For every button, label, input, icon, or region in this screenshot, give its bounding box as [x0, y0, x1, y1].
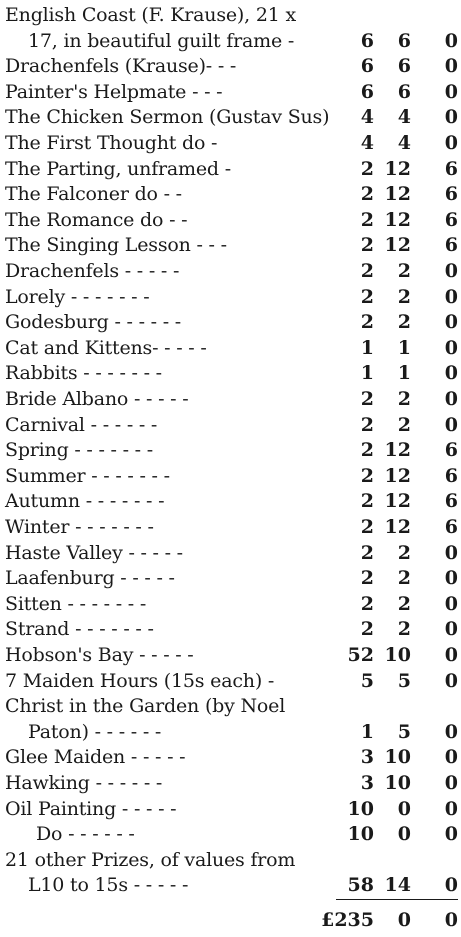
prize-description: Hawking - - - - - -	[5, 772, 163, 794]
prize-pounds: 2	[360, 311, 374, 334]
prize-row	[0, 309, 461, 335]
prize-row	[0, 258, 461, 284]
prize-pence: 0	[444, 132, 458, 154]
prize-row	[0, 821, 461, 847]
prize-pence: 0	[444, 669, 458, 692]
prize-shillings: 2	[397, 285, 411, 308]
prize-description: Drachenfels - - - - -	[5, 260, 180, 282]
prize-shillings: 10	[384, 644, 411, 666]
prize-shillings: 1	[397, 362, 411, 385]
prize-pence: 0	[444, 413, 458, 436]
prize-shillings: 12	[384, 234, 411, 257]
prize-pounds: 10	[347, 823, 374, 846]
prize-shillings: 2	[397, 567, 411, 590]
prize-pence: 6	[444, 208, 458, 231]
prize-row	[0, 514, 461, 540]
prize-row	[0, 360, 461, 386]
prize-pence: 0	[444, 823, 458, 846]
prize-shillings: 12	[384, 183, 411, 206]
prize-row	[0, 412, 461, 438]
prize-pence: 0	[444, 874, 458, 897]
prize-shillings: 6	[397, 80, 411, 103]
prize-description: Glee Maiden - - - - -	[5, 746, 186, 769]
prize-pence: 0	[444, 644, 458, 666]
prize-pounds: 1	[360, 362, 374, 385]
prize-description: Haste Valley - - - - -	[5, 541, 183, 564]
prize-shillings: 6	[397, 29, 411, 52]
prize-description: The Romance do - -	[5, 208, 188, 231]
prize-row	[0, 207, 461, 233]
prize-shillings: 2	[397, 311, 411, 334]
prize-pence: 0	[444, 336, 458, 359]
prize-shillings: 2	[397, 541, 411, 564]
prize-row	[0, 463, 461, 489]
prize-pence: 6	[444, 439, 458, 462]
prize-row	[0, 719, 461, 745]
prize-pounds: 2	[360, 413, 374, 436]
prize-shillings: 2	[397, 260, 411, 282]
prize-pounds: 2	[360, 157, 374, 180]
prize-row	[0, 488, 461, 514]
prize-description: Carnival - - - - - -	[5, 413, 158, 436]
prize-description: English Coast (F. Krause), 21 x	[5, 4, 296, 26]
prize-pence: 6	[444, 234, 458, 257]
prize-description: Bride Albano - - - - -	[5, 388, 189, 410]
prize-pounds: 1	[360, 336, 374, 359]
prize-pounds: 2	[360, 618, 374, 641]
prize-shillings: 5	[397, 720, 411, 743]
prize-shillings: 10	[384, 772, 411, 794]
prize-pounds: 2	[360, 234, 374, 257]
prize-pounds: 2	[360, 208, 374, 231]
prize-pence: 0	[444, 567, 458, 590]
prize-pence: 0	[444, 541, 458, 564]
prize-description: Sitten - - - - - - -	[5, 592, 147, 615]
prize-row	[0, 744, 461, 770]
prize-row	[0, 28, 461, 54]
prize-row	[0, 847, 461, 873]
prize-shillings: 2	[397, 388, 411, 410]
prize-row	[0, 591, 461, 617]
prize-description: Hobson's Bay - - - - -	[5, 644, 194, 666]
prize-pounds: 4	[360, 106, 374, 129]
prize-pence: 6	[444, 490, 458, 513]
prize-pounds: 6	[360, 55, 374, 78]
prize-row	[0, 770, 461, 796]
prize-pounds: 2	[360, 439, 374, 462]
prize-row	[0, 130, 461, 156]
prize-row	[0, 335, 461, 361]
prize-pounds: 2	[360, 567, 374, 590]
prize-description: The Chicken Sermon (Gustav Sus)	[5, 106, 330, 129]
prize-description: The Singing Lesson - - -	[5, 234, 227, 257]
prize-pounds: 3	[360, 772, 374, 794]
total-rule	[336, 899, 458, 900]
prize-pounds: 1	[360, 720, 374, 743]
prize-pounds: 2	[360, 464, 374, 487]
prize-shillings: 12	[384, 464, 411, 487]
prize-row	[0, 616, 461, 642]
prize-row	[0, 796, 461, 822]
prize-shillings: 12	[384, 490, 411, 513]
prize-pence: 0	[444, 592, 458, 615]
prize-description: Laafenburg - - - - -	[5, 567, 175, 590]
prize-description: Painter's Helpmate - - -	[5, 80, 223, 103]
prize-pounds: 2	[360, 388, 374, 410]
prize-description: 17, in beautiful guilt frame -	[28, 29, 295, 52]
prize-shillings: 0	[397, 823, 411, 846]
prize-shillings: 4	[397, 106, 411, 129]
prize-pence: 0	[444, 797, 458, 820]
prize-pence: 0	[444, 285, 458, 308]
prize-description: The Falconer do - -	[5, 183, 182, 206]
prize-shillings: 6	[397, 55, 411, 78]
prize-description: Oil Painting - - - - -	[5, 797, 177, 820]
prize-shillings: 12	[384, 439, 411, 462]
prize-description: Drachenfels (Krause)- - -	[5, 55, 237, 78]
prize-description: Christ in the Garden (by Noel	[5, 695, 286, 718]
total-shillings: 0	[397, 909, 411, 931]
prize-description: Lorely - - - - - - -	[5, 285, 150, 308]
prize-row	[0, 668, 461, 694]
prize-shillings: 12	[384, 208, 411, 231]
prize-pence: 0	[444, 260, 458, 282]
prize-pence: 6	[444, 464, 458, 487]
prize-pence: 6	[444, 157, 458, 180]
prize-shillings: 0	[397, 797, 411, 820]
prize-pounds: 2	[360, 490, 374, 513]
prize-pounds: 52	[347, 644, 374, 666]
prize-row	[0, 437, 461, 463]
prize-row	[0, 232, 461, 258]
prize-row	[0, 386, 461, 412]
prize-pence: 0	[444, 388, 458, 410]
prize-pounds: 6	[360, 80, 374, 103]
prize-pence: 0	[444, 55, 458, 78]
prize-shillings: 1	[397, 336, 411, 359]
prize-description: The First Thought do -	[5, 132, 218, 154]
prize-description: Godesburg - - - - - -	[5, 311, 181, 334]
prize-pence: 0	[444, 746, 458, 769]
prize-pounds: 2	[360, 260, 374, 282]
prize-description: Cat and Kittens- - - - -	[5, 336, 207, 359]
prize-pounds: 2	[360, 516, 374, 538]
prize-pence: 0	[444, 80, 458, 103]
prize-shillings: 2	[397, 618, 411, 641]
prize-row	[0, 2, 461, 28]
prize-row	[0, 642, 461, 668]
prize-row	[0, 79, 461, 105]
prize-row	[0, 565, 461, 591]
prize-description: Rabbits - - - - - - -	[5, 362, 162, 385]
prize-pence: 0	[444, 618, 458, 641]
prize-row	[0, 156, 461, 182]
prize-pence: 0	[444, 311, 458, 334]
prize-shillings: 5	[397, 669, 411, 692]
prize-pounds: 3	[360, 746, 374, 769]
prize-description: Winter - - - - - - -	[5, 516, 154, 538]
prize-pounds: 2	[360, 592, 374, 615]
prize-pence: 0	[444, 772, 458, 794]
prize-shillings: 10	[384, 746, 411, 769]
prize-row	[0, 53, 461, 79]
total-pence: 0	[444, 909, 458, 931]
prize-pence: 0	[444, 106, 458, 129]
prize-pounds: 2	[360, 285, 374, 308]
prize-description: Summer - - - - - - -	[5, 464, 170, 487]
prize-pounds: 2	[360, 183, 374, 206]
prize-description: Autumn - - - - - - -	[5, 490, 165, 513]
prize-description: The Parting, unframed -	[5, 157, 231, 180]
prize-pounds: 6	[360, 29, 374, 52]
prize-description: 7 Maiden Hours (15s each) -	[5, 669, 275, 692]
prize-description: Strand - - - - - - -	[5, 618, 154, 641]
prize-pounds: 2	[360, 541, 374, 564]
prize-pence: 6	[444, 516, 458, 538]
prize-pence: 0	[444, 29, 458, 52]
prize-shillings: 12	[384, 516, 411, 538]
total-row	[0, 907, 461, 933]
prize-row	[0, 540, 461, 566]
prize-row	[0, 284, 461, 310]
prize-description: Do - - - - - -	[36, 823, 135, 846]
prize-pounds: 5	[360, 669, 374, 692]
prize-pence: 6	[444, 183, 458, 206]
prize-pounds: 10	[347, 797, 374, 820]
prize-shillings: 14	[384, 874, 411, 897]
prize-description: L10 to 15s - - - - -	[28, 874, 189, 897]
total-pounds: £235	[321, 909, 374, 931]
prize-description: Spring - - - - - - -	[5, 439, 153, 462]
prize-shillings: 2	[397, 413, 411, 436]
prize-row	[0, 872, 461, 898]
prize-pence: 0	[444, 720, 458, 743]
prize-pence: 0	[444, 362, 458, 385]
prize-row	[0, 181, 461, 207]
prize-description: 21 other Prizes, of values from	[5, 848, 296, 871]
prize-shillings: 2	[397, 592, 411, 615]
prize-pounds: 58	[347, 874, 374, 897]
prize-row	[0, 104, 461, 130]
prize-row	[0, 693, 461, 719]
prize-description: Paton) - - - - - -	[28, 720, 162, 743]
prize-pounds: 4	[360, 132, 374, 154]
prize-shillings: 4	[397, 132, 411, 154]
prize-shillings: 12	[384, 157, 411, 180]
